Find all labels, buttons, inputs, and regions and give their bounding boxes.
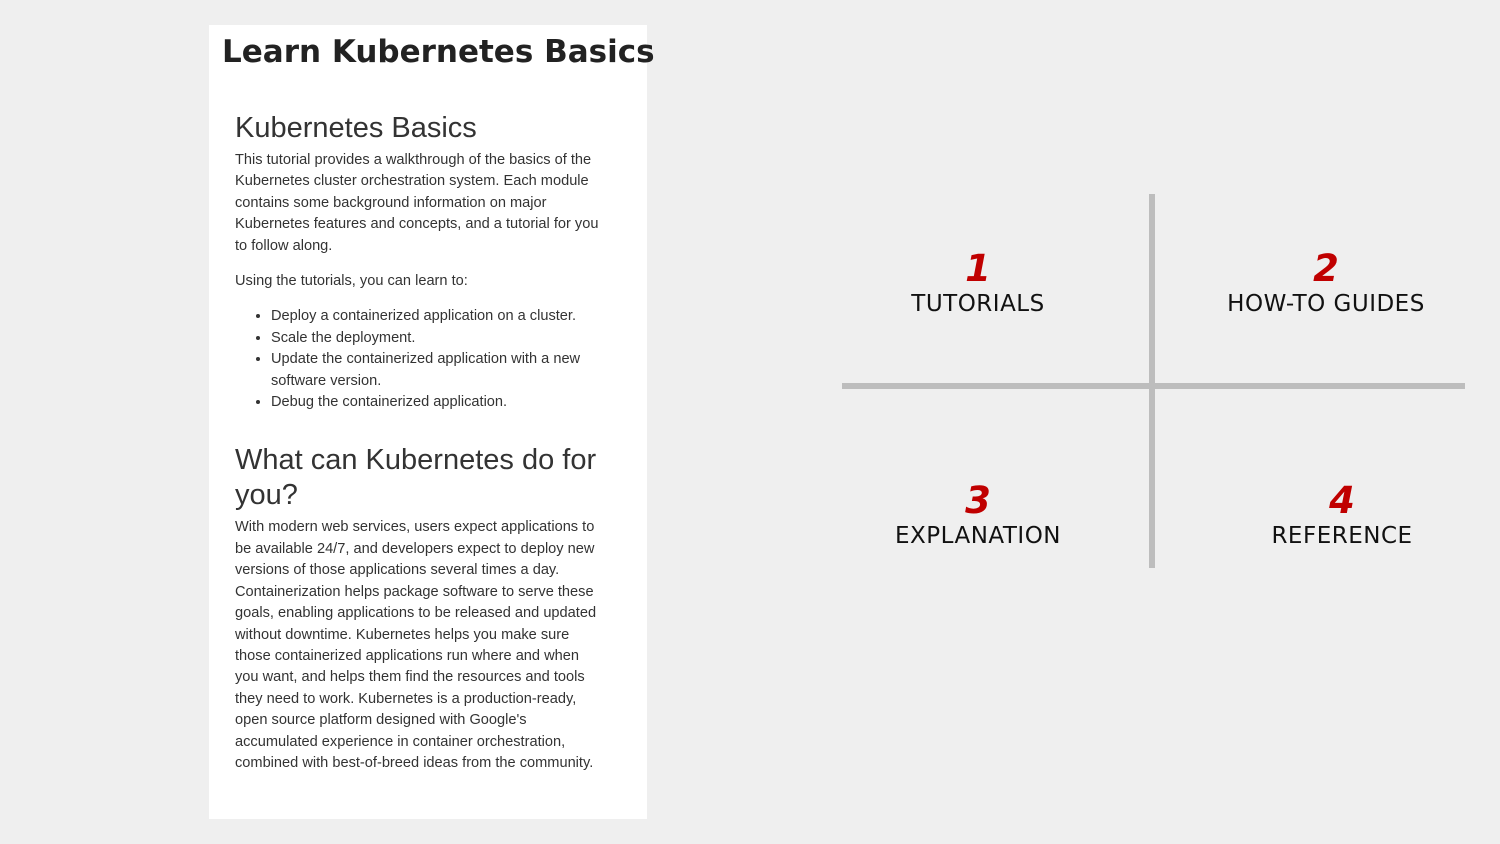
section-heading-basics: Kubernetes Basics <box>235 112 477 144</box>
documentation-quadrant-diagram <box>840 190 1466 572</box>
list-item: • Update the containerized application with a new software version. <box>271 349 605 392</box>
intro-paragraph: This tutorial provides a walkthrough of the basics of the Kubernetes cluster orchestration system. Each module contains some background information on major Kubernetes features and concepts, and a tutorial for you to follow along. <box>235 152 599 254</box>
quadrant-label: TUTORIALS <box>911 291 1045 317</box>
documentation-panel <box>209 25 655 819</box>
learning-list <box>235 306 605 413</box>
body-paragraph: With modern web services, users expect applications to be available 24/7, and developers expect to deploy new versions of those applications several times a day. Containerization helps package software to serve these goals, enabling applications to be released and updated without downtime. Kubernetes helps you make sure those containerized applications run where and when you want, and helps them find the resources and tools they need to work. Kubernetes is a production-ready, open source platform designed with Google's accumulated experience in container orchestration, combined with best-of-breed ideas from the community. <box>235 519 597 771</box>
quadrant-reference <box>1212 481 1472 551</box>
quadrant-number: 1 <box>965 247 991 290</box>
page-title: Learn Kubernetes Basics <box>222 34 655 70</box>
quadrant-label: HOW-TO GUIDES <box>1227 291 1425 317</box>
quadrant-how-to-guides <box>1196 249 1456 319</box>
list-item: • Debug the containerized application. <box>271 392 605 413</box>
list-item: • Deploy a containerized application on a cluster. <box>271 306 605 327</box>
lead-paragraph: Using the tutorials, you can learn to: <box>235 273 468 290</box>
doc-body <box>235 111 605 774</box>
quadrant-label: REFERENCE <box>1271 523 1413 549</box>
list-item: • Scale the deployment. <box>271 328 605 349</box>
vertical-divider <box>1149 194 1155 568</box>
quadrant-number: 4 <box>1329 479 1355 522</box>
quadrant-number: 3 <box>965 479 991 522</box>
section-heading-what-can: What can Kubernetes do for you? <box>235 444 597 512</box>
quadrant-explanation <box>848 481 1108 551</box>
quadrant-label: EXPLANATION <box>894 523 1062 549</box>
quadrant-number: 2 <box>1313 247 1339 290</box>
quadrant-tutorials <box>848 249 1108 319</box>
horizontal-divider <box>842 383 1465 389</box>
